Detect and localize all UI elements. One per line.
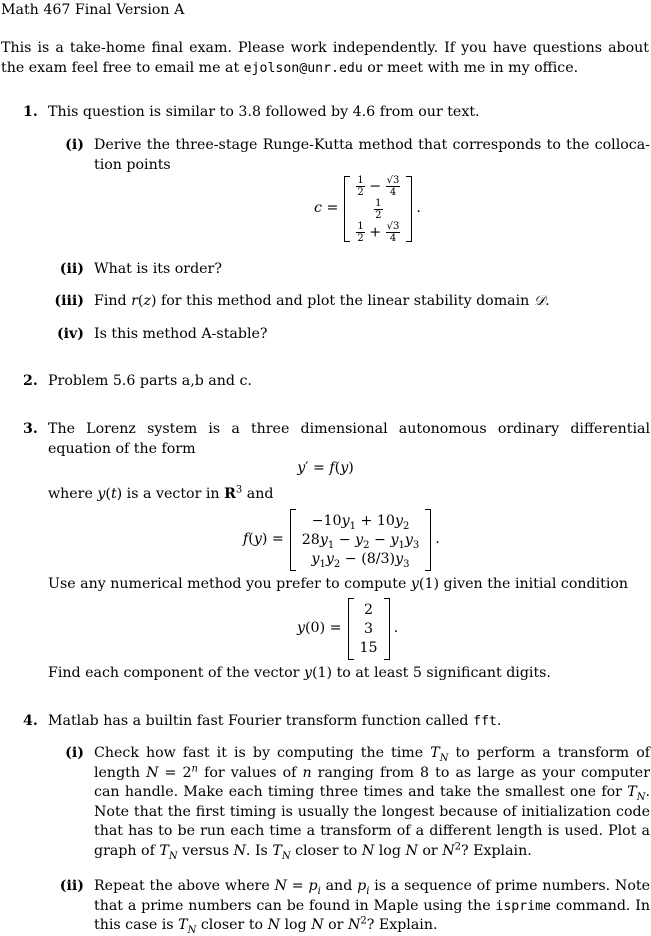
question-4-text-2: . bbox=[496, 713, 502, 729]
question-4-number: 4. bbox=[23, 713, 38, 729]
c-entries bbox=[350, 175, 406, 244]
c-entry-1: $\frac{1}{2}$ − $\frac{√3}{4}$ bbox=[357, 174, 400, 198]
intro-text-1: This is a take-home final exam. Please work independently. If you have questions about the exam feel free to email me at bbox=[1, 40, 649, 76]
f-period: . bbox=[435, 531, 440, 548]
part-label: (i) bbox=[65, 745, 84, 761]
f-entry-2: $28y_1 - y_2 - y_1y_3$ bbox=[301, 531, 420, 551]
right-bracket bbox=[406, 176, 412, 242]
question-1-text: This question is similar to 3.8 followed by 4.6 from our text. bbox=[48, 104, 480, 120]
right-bracket bbox=[384, 598, 390, 660]
y0-entry-2: 3 bbox=[364, 620, 374, 637]
question-1-number: 1. bbox=[23, 104, 38, 120]
find-instruction: Find each component of the vector y(1) to at least 5 significant digits. bbox=[48, 665, 551, 681]
f-entry-3: $y_1y_2 - (8/3)y_3$ bbox=[311, 550, 410, 570]
part-text: Check how fast it is by computing the time $T_N$ to perform a transform of length $N = 2^n$ for values of n ranging from 8 to as large as your computer can handle. Make each timing three times and take the smallest one for $T_N$. Note that the first timing is usually the longest because of initialization code that has to be run each time a transform of a different length is used. Plot a graph of $T_N$ versus N. Is $T_N$ closer to N log N or $N^2$? Explain. bbox=[94, 745, 651, 862]
part-label: (iv) bbox=[56, 326, 84, 342]
c-period: . bbox=[416, 200, 421, 217]
y0-entries bbox=[354, 601, 384, 658]
method-instruction: Use any numerical method you prefer to compute y(1) given the initial condition bbox=[48, 576, 629, 592]
part-label: (iii) bbox=[54, 293, 84, 309]
question-2-text: Problem 5.6 parts a,b and c. bbox=[48, 373, 252, 389]
f-entry-1: $-10y_1 + 10y_2$ bbox=[311, 512, 410, 532]
part-text: Find r(z) for this method and plot the linear stability domain 𝒟. bbox=[94, 293, 550, 309]
lorenz-ode: y′ = f(y) bbox=[297, 460, 354, 476]
fft-command: fft bbox=[473, 714, 497, 729]
intro-paragraph bbox=[1, 39, 649, 78]
part-label: (ii) bbox=[59, 878, 84, 894]
question-3-number: 3. bbox=[23, 421, 38, 437]
part-text: Repeat the above where $N = p_i$ and $p_i$ is a sequence of prime numbers. Note that a prime numbers can be found in Maple using the isprime command. In this case is $T_N$ closer to N log N or $N^2$? Explain. bbox=[94, 878, 650, 936]
part-text: Derive the three-stage Runge-Kutta method that corresponds to the colloca-tion points bbox=[94, 137, 650, 173]
y0-lhs: y(0) = bbox=[297, 620, 342, 637]
exam-title: Math 467 Final Version A bbox=[1, 2, 185, 18]
part-label: (ii) bbox=[59, 261, 84, 277]
f-entries bbox=[296, 512, 425, 569]
right-bracket bbox=[425, 509, 431, 571]
question-4-text-1: Matlab has a builtin fast Fourier transform function called bbox=[48, 713, 474, 729]
part-label: (i) bbox=[65, 137, 84, 153]
question-2-number: 2. bbox=[23, 373, 38, 389]
intro-text-2: or meet with me in my office. bbox=[362, 59, 579, 76]
y0-period: . bbox=[393, 620, 399, 637]
question-3-text: The Lorenz system is a three dimensional autonomous ordinary differential equation of the form bbox=[48, 421, 650, 457]
y0-entry-1: 2 bbox=[364, 601, 374, 618]
part-text: What is its order? bbox=[94, 261, 222, 277]
c-entry-3: $\frac{1}{2}$ + $\frac{√3}{4}$ bbox=[357, 220, 400, 244]
f-lhs: f(y) = bbox=[243, 531, 284, 548]
initial-condition bbox=[297, 597, 398, 661]
question-4-text bbox=[48, 712, 650, 732]
vector-description: where y(t) is a vector in $R^3$ and bbox=[48, 484, 274, 502]
c-entry-2: $\frac{1}{2}$ bbox=[375, 197, 382, 221]
part-text: Is this method A-stable? bbox=[94, 326, 268, 342]
c-lhs: c = bbox=[314, 200, 339, 217]
collocation-vector bbox=[314, 174, 421, 244]
lorenz-rhs bbox=[243, 508, 440, 572]
y0-entry-3: 15 bbox=[359, 639, 378, 656]
email-address: ejolson@unr.edu bbox=[243, 60, 363, 76]
